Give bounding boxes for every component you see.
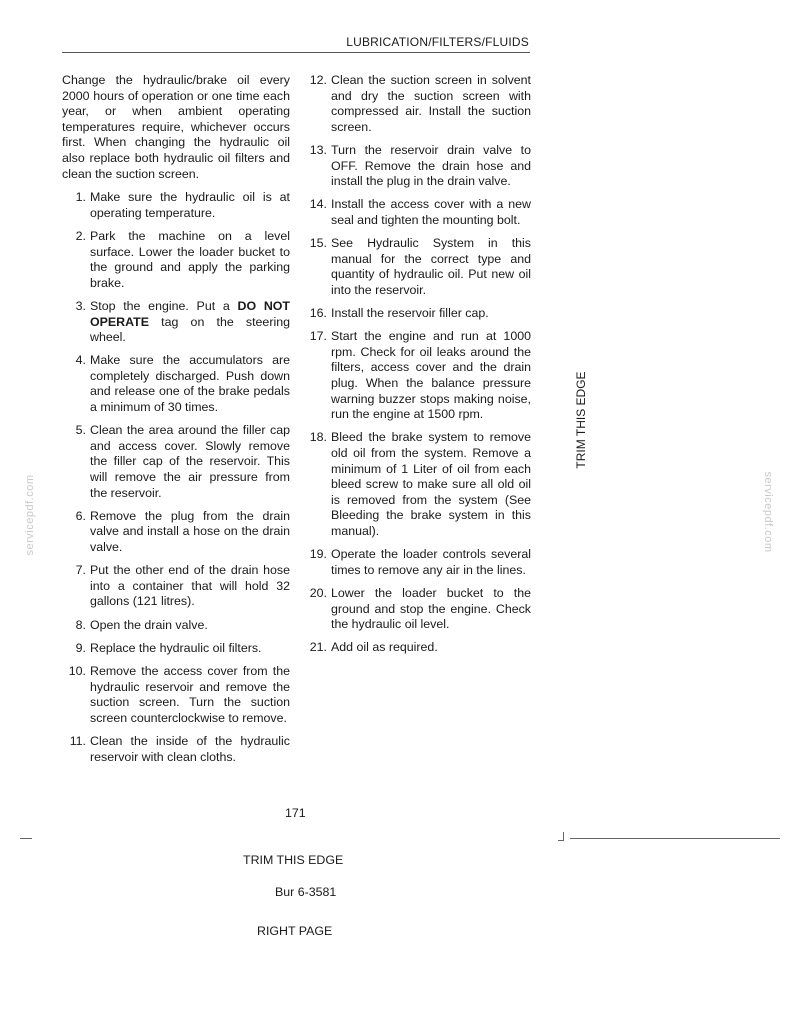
step-number: 14. [309, 197, 327, 212]
step-item [62, 190, 290, 221]
intro-paragraph: Change the hydraulic/brake oil every 2000 hours of operation or one time each year, or when ambient operating temperatures require, whichever occurs first. When changing the hydraulic oil also replace both hydraulic oil filters and clean the suction screen. [62, 73, 290, 181]
step-text-post: tag on the steering wheel. [90, 314, 290, 345]
step-item [62, 423, 290, 501]
step-text: Lower the loader bucket to the ground and stop the engine. Check the hydraulic oil level. [331, 585, 531, 632]
step-text: Clean the area around the filler cap and access cover. Slowly remove the filler cap of the reservoir. This will remove the air pressure from the reservoir. [90, 423, 290, 500]
step-number: 13. [309, 142, 327, 157]
step-item [303, 430, 531, 539]
step-number: 6. [75, 508, 86, 523]
section-title: LUBRICATION/FILTERS/FLUIDS [346, 35, 529, 49]
step-item [303, 236, 531, 298]
step-item [62, 299, 290, 346]
step-item [303, 306, 531, 322]
step-text: Install the reservoir filler cap. [331, 306, 489, 321]
step-number: 9. [75, 640, 86, 655]
step-text-pre: Stop the engine. Put a [90, 298, 238, 313]
header-divider [62, 52, 530, 53]
step-text: Operate the loader controls several times to remove any air in the lines. [331, 547, 531, 577]
step-text: Make sure the hydraulic oil is at operating temperature. [90, 190, 290, 220]
crop-mark-right [570, 838, 780, 839]
step-number: 19. [309, 547, 327, 562]
right-column [303, 73, 531, 664]
step-number: 11. [69, 733, 86, 748]
step-number: 21. [309, 640, 327, 655]
step-text: Replace the hydraulic oil filters. [90, 640, 262, 655]
step-item [303, 143, 531, 190]
step-number: 15. [309, 236, 327, 251]
step-text: Bleed the brake system to remove old oil from the system. Remove a minimum of 1 Liter of oil from each bleed screw to make sure all old oil is removed from the system (See Bleeding the brake system in this manual). [331, 430, 531, 538]
step-number: 7. [75, 563, 86, 578]
watermark-left: servicepdf.com [24, 474, 36, 556]
document-code: Bur 6-3581 [275, 885, 337, 899]
step-text: Start the engine and run at 1000 rpm. Check for oil leaks around the filters, access cover and the drain plug. When the balance pressure warning buzzer stops making noise, run the engine at 1500 rpm. [331, 329, 531, 422]
step-item [62, 664, 290, 726]
trim-edge-bottom-label: TRIM THIS EDGE [243, 853, 344, 867]
crop-mark-left [20, 838, 32, 839]
trim-edge-side-label: TRIM THIS EDGE [574, 371, 588, 469]
step-text: Install the access cover with a new seal and tighten the mounting bolt. [331, 197, 531, 227]
step-number: 10. [68, 663, 86, 678]
step-text: Open the drain valve. [90, 617, 208, 632]
step-item [303, 640, 531, 656]
step-text: Remove the plug from the drain valve and install a hose on the drain valve. [90, 508, 290, 554]
step-number: 5. [75, 423, 86, 438]
step-item [62, 353, 290, 415]
left-column [62, 73, 290, 773]
step-item [62, 229, 290, 291]
step-number: 3. [75, 298, 86, 313]
step-text [86, 299, 290, 346]
page-number: 171 [285, 806, 306, 820]
watermark-right: servicepdf.com [762, 471, 774, 553]
step-text: Turn the reservoir drain valve to OFF. Remove the drain hose and install the plug in the drain valve. [331, 142, 531, 189]
step-item [62, 563, 290, 610]
step-item [62, 618, 290, 634]
crop-mark-corner [558, 832, 564, 841]
step-item [303, 586, 531, 633]
steps-list-left [62, 190, 290, 765]
step-text: Park the machine on a level surface. Lower the loader bucket to the ground and apply the parking brake. [90, 228, 290, 290]
step-text: Put the other end of the drain hose into a container that will hold 32 gallons (121 litres). [90, 563, 290, 609]
step-number: 17. [309, 329, 327, 344]
do-not-operate-tag: DO NOT OPERATE [90, 298, 290, 329]
step-item [62, 641, 290, 657]
step-text: Add oil as required. [331, 640, 438, 655]
step-text: Clean the inside of the hydraulic reservoir with clean cloths. [90, 733, 290, 764]
step-item [303, 329, 531, 423]
step-item [62, 734, 290, 765]
step-text: Remove the access cover from the hydraulic reservoir and remove the suction screen. Turn the suction screen counterclockwise to remove. [90, 663, 290, 725]
steps-list-right [303, 73, 531, 656]
step-number: 1. [75, 190, 86, 205]
step-text: Clean the suction screen in solvent and dry the suction screen with compressed air. Install the suction screen. [331, 73, 531, 134]
step-text: Make sure the accumulators are completely discharged. Push down and release one of the brake pedals a minimum of 30 times. [90, 353, 290, 415]
step-number: 4. [75, 353, 86, 368]
step-text: See Hydraulic System in this manual for the correct type and quantity of hydraulic oil. Put new oil into the reservoir. [331, 236, 531, 297]
step-number: 8. [75, 617, 86, 632]
step-number: 20. [309, 585, 327, 600]
step-item [303, 197, 531, 228]
step-number: 18. [309, 430, 327, 445]
step-number: 16. [309, 306, 327, 321]
step-number: 12. [309, 73, 327, 87]
step-item [303, 73, 531, 135]
step-number: 2. [75, 228, 86, 243]
right-page-label: RIGHT PAGE [257, 924, 333, 938]
step-item [62, 509, 290, 556]
step-item [303, 547, 531, 578]
